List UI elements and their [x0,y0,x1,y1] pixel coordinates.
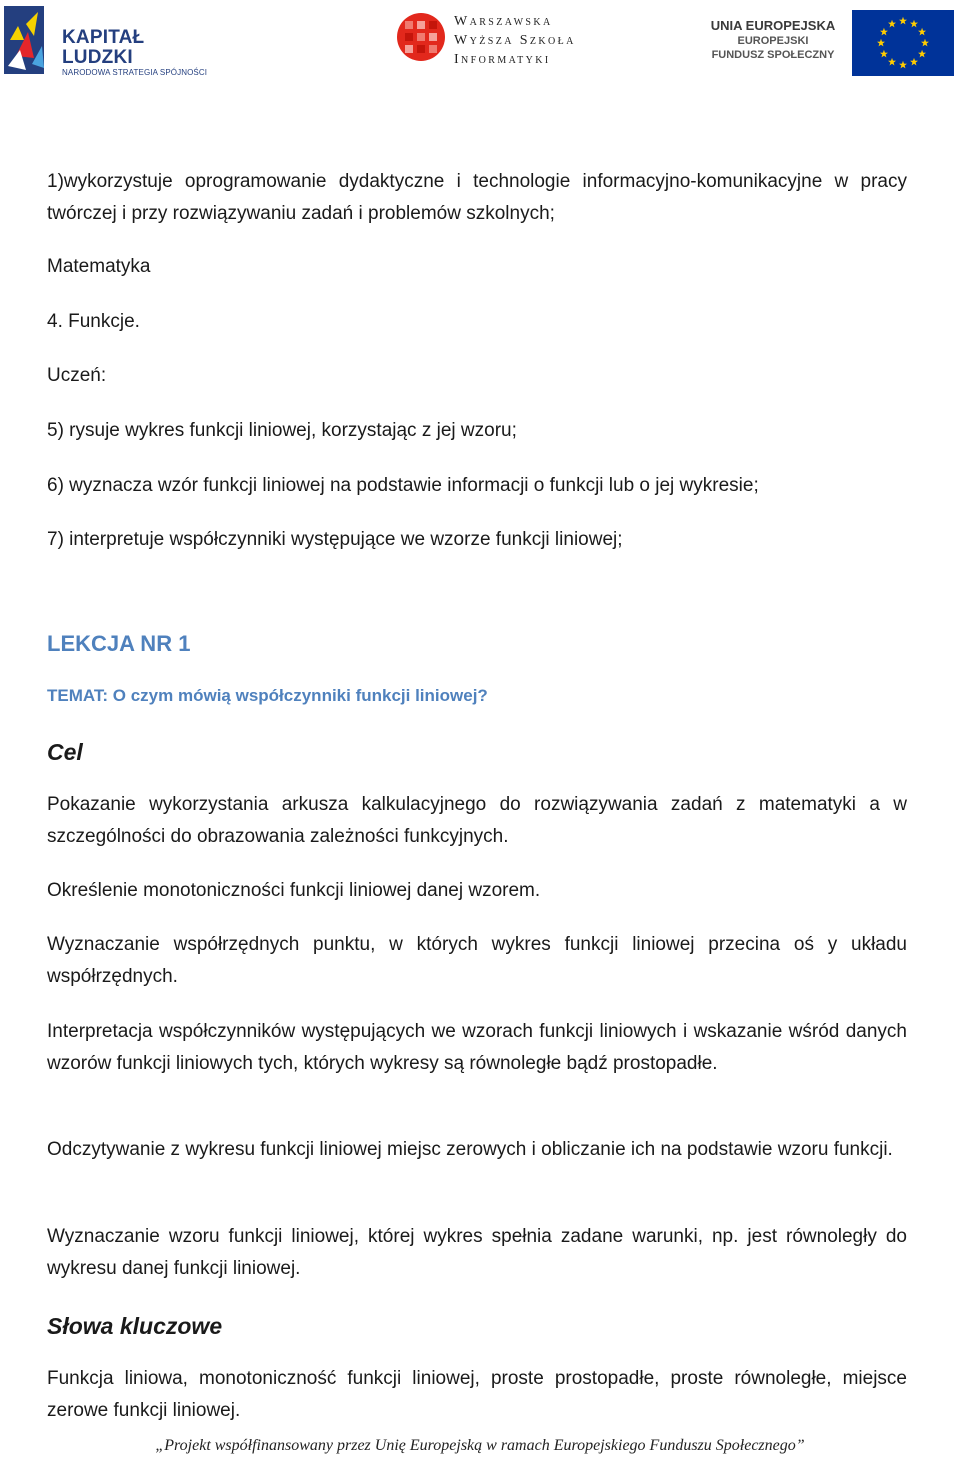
wwsi-logo [396,12,586,70]
wwsi-line-1: Warszawska [454,14,553,29]
goal-item: Wyznaczanie wzoru funkcji liniowej, której wykres spełnia zadane warunki, np. jest równoległy do wykresu danej funkcji liniowej. [47,1226,907,1279]
keywords-text: Funkcja liniowa, monotoniczność funkcji liniowej, proste prostopadłe, proste równoległe, miejsce zerowe funkcji liniowej. [47,1368,907,1421]
intro-paragraph [47,166,907,230]
goal-item: Wyznaczanie współrzędnych punktu, w których wykres funkcji liniowej przecina oś y układu współrzędnych. [47,934,907,987]
kapital-ludzki-logo [4,6,214,77]
lesson-topic: TEMAT: O czym mówią współczynniki funkcji liniowej? [47,686,488,705]
goal-item: Interpretacja współczynników występujących we wzorach funkcji liniowych i wskazanie wśród danych wzorów funkcji liniowych tych, których wykresy są równoległe bądź prostopadłe. [47,1021,907,1074]
page-footer: „Projekt współfinansowany przez Unię Europejską w ramach Europejskiego Funduszu Społecznego” [155,1437,805,1454]
page-header [0,0,960,80]
wwsi-emblem-icon [396,12,446,62]
kapital-ludzki-title: KAPITAŁ LUDZKI [62,27,145,68]
student-label: Uczeń: [47,365,107,386]
kapital-ludzki-emblem-icon [4,6,56,74]
eu-line-2: EUROPEJSKI [737,35,809,47]
requirement-item-5: 5) rysuje wykres funkcji liniowej, korzystając z jej wzoru; [47,420,517,441]
goal-item: Odczytywanie z wykresu funkcji liniowej miejsc zerowych i obliczanie ich na podstawie wzoru funkcji. [47,1139,893,1160]
wwsi-line-3: Informatyki [454,52,551,67]
wwsi-line-2: Wyższa Szkoła [454,33,576,48]
subject-label: Matematyka [47,256,151,277]
requirement-item-7: 7) interpretuje współczynniki występujące we wzorze funkcji liniowej; [47,529,623,550]
eu-flag-icon [852,10,954,76]
goal-item: Określenie monotoniczności funkcji liniowej danej wzorem. [47,880,541,901]
goal-heading: Cel [47,739,83,765]
lesson-heading: LEKCJA NR 1 [47,631,191,656]
goal-item: Pokazanie wykorzystania arkusza kalkulacyjnego do rozwiązywania zadań z matematyki a w szczególności do obrazowania zależności funkcyjnych. [47,794,907,847]
keywords-heading: Słowa kluczowe [47,1313,223,1339]
requirement-item-6: 6) wyznacza wzór funkcji liniowej na podstawie informacji o funkcji lub o jej wykresie; [47,475,759,496]
eu-line-3: FUNDUSZ SPOŁECZNY [711,49,835,61]
intro-text: 1)wykorzystuje oprogramowanie dydaktyczne i technologie informacyjno-komunikacyjne w pracy twórczej i przy rozwiązywaniu zadań i problemów szkolnych; [47,171,907,224]
eu-logo [700,10,956,76]
kapital-ludzki-subtitle: NARODOWA STRATEGIA SPÓJNOŚCI [62,68,208,77]
section-label: 4. Funkcje. [47,311,140,332]
eu-line-1: UNIA EUROPEJSKA [710,18,836,33]
